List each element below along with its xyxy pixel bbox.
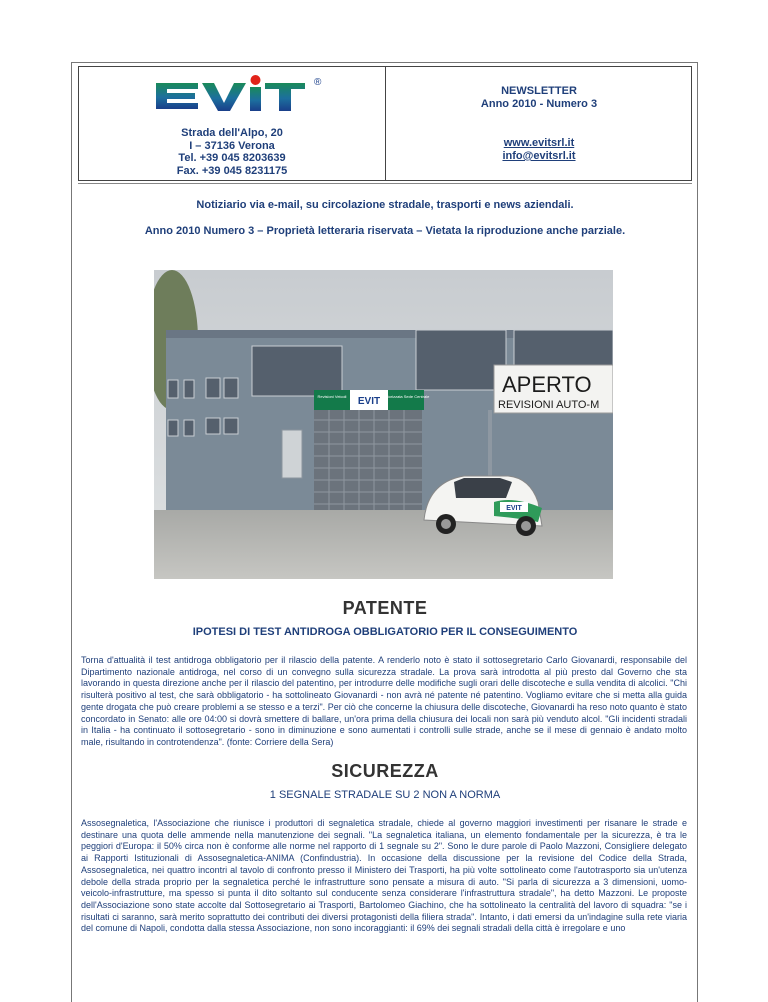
company-address bbox=[79, 127, 385, 177]
car-logo: EVIT bbox=[506, 505, 522, 512]
intro-line-2: Anno 2010 Numero 3 – Proprietà letteraria riservata – Vietata la riproduzione anche parziale. bbox=[144, 225, 626, 237]
email-link[interactable]: info@evitsrl.it bbox=[502, 150, 576, 162]
sign-left-text: Revisioni Veicoli bbox=[317, 394, 347, 399]
article-title-sicurezza: SICUREZZA bbox=[331, 761, 439, 781]
address-line: Strada dell'Alpo, 20 bbox=[181, 127, 283, 139]
header-rule bbox=[78, 183, 692, 184]
article-subtitle-sicurezza: 1 SEGNALE STRADALE SU 2 NON A NORMA bbox=[269, 789, 501, 801]
newsletter-label: NEWSLETTER bbox=[501, 85, 577, 97]
article-subtitle-patente: IPOTESI DI TEST ANTIDROGA OBBLIGATORIO PER IL CONSEGUIMENTO bbox=[192, 626, 578, 638]
address-city: I – 37136 Verona bbox=[189, 139, 275, 152]
phone-line: Tel. +39 045 8203639 bbox=[178, 152, 286, 164]
registered-mark: ® bbox=[314, 77, 322, 88]
article-title-patente: PATENTE bbox=[342, 598, 428, 618]
evit-logo bbox=[154, 73, 334, 118]
website-link[interactable]: www.evitsrl.it bbox=[503, 137, 575, 149]
header-divider bbox=[385, 67, 386, 180]
sign-logo: EVIT bbox=[357, 396, 381, 407]
sign-right-text: Autorizzata Sede Centrale bbox=[382, 394, 430, 399]
banner-line-1: APERTO bbox=[502, 372, 592, 397]
banner-line-2: REVISIONI AUTO-M bbox=[498, 399, 600, 411]
article-body-sicurezza: Assosegnaletica, l'Associazione che riunisce i produttori di segnaletica stradale, chiede al governo maggiori investimenti per risanare le strade e destinare una quota delle ammende nella manutenzione dei segnali. "La segnaletica italiana, un elemento fondamentale per la sicurezza, è tra le peggiori d'Europa: il 50% circa non è conforme alle norme nel rapporto di 1 segnale su 2". Sono le dure parole di Paolo Mazzoni, Consigliere delegato ai Rapporti Istituzionali di Assosegnaletica-ANIMA (Confindustria). In occasione della discussione per la revisione del Codice della Strada, Assosegnaletica, nei quattro incontri al tavolo di confronto presso il Ministero dei Trasporti, ha più volte sottolineato come l'autotrasporto sia un'utenza debole della strada proprio per la segnaletica perché le infrastrutture sono pensate a misura di auto. "Si parla di sicurezza a 3 dimensioni, uomo-veicolo-infrastrutture, ma spesso si punta il dito soltanto sul conducente senza considerare l'infrastruttura stradale", ha detto Mazzoni. Le proposte dell'Associazione sono state accolte dal Sottosegretario ai Trasporti, Bartolomeo Giachino, che ha sottolineato la centralità del lavoro di squadra: "se i risultati ci saranno, sarà merito soprattutto dei contributi dei diversi protagonisti della filiera strada". Intanto, i dati emersi da un'indagine sulla rete viaria del comune di Napoli, condotta dalla stessa Associazione, non sono incoraggianti: il 69% dei segnali stradali della città è irregolare e uno bbox=[81, 818, 687, 934]
contacts bbox=[385, 137, 693, 163]
building-photo bbox=[154, 270, 613, 579]
newsletter-heading bbox=[385, 85, 693, 111]
intro-line-1: Notiziario via e-mail, su circolazione stradale, trasporti e news aziendali. bbox=[196, 199, 574, 211]
issue-label: Anno 2010 - Numero 3 bbox=[480, 98, 598, 110]
fax-line: Fax. +39 045 8231175 bbox=[176, 164, 288, 177]
newsletter-header bbox=[78, 66, 692, 181]
article-body-patente: Torna d'attualità il test antidroga obbligatorio per il rilascio della patente. A renderlo noto è stato il sottosegretario Carlo Giovanardi, responsabile del Dipartimento nazionale antidroga, nel corso di un convegno sulla sicurezza stradale. La prova sarà introdotta al più presto dal Governo che sta lavorando in questa direzione anche per il rilascio del patentino, per introdurre delle modifiche sugli orari delle discoteche e sulla vendita di alcolici. "Chi risulterà positivo al test, che sarà obbligatorio - ha sottolineato Giovanardi - non avrà né patente né patentino. Vogliamo evitare che si metta alla guida gente drogata che può creare problemi a se stesso e a terzi". Per ciò che concerne la chiusura delle discoteche, Giovanardi ha reso noto quanto è stato concordato in Senato: alle ore 04:00 si dovrà smettere di ballare, un'ora prima della chiusura dei locali non sarà più venduto alcol. "Gli incidenti stradali in Italia - ha continuato il sottosegretario - sono in diminuzione e sono aumentati i controlli sulle strade, anche se il mese di gennaio è andato molto male, risultando in controtendenza". (fonte: Corriere della Sera) bbox=[81, 655, 687, 747]
